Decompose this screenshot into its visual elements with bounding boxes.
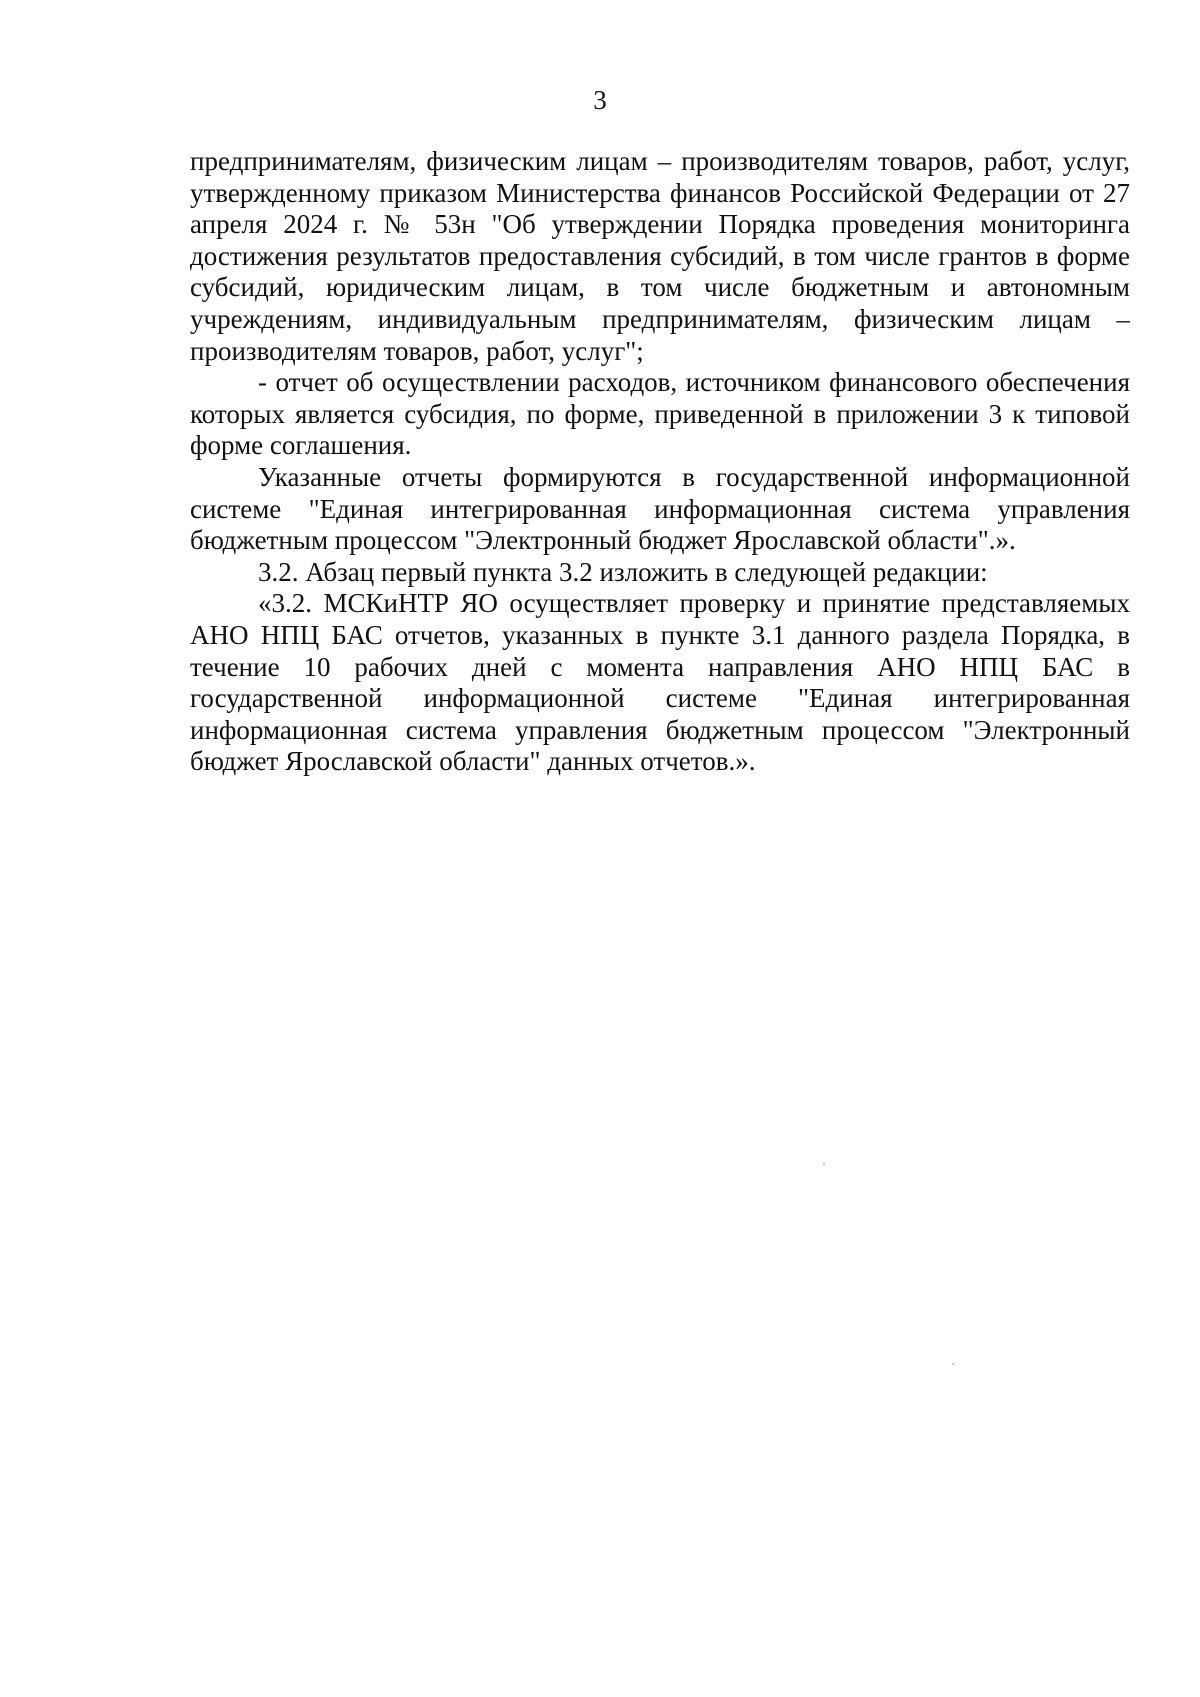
scan-artifact	[823, 1163, 825, 1165]
paragraph-continuation: предпринимателям, физическим лицам – производителям товаров, работ, услуг, утвержденному приказом Министерства финансов Российской Федерации от 27 апреля 2024 г. № 53н "Об утверждении Порядка проведения мониторинга достижения результатов предоставления субсидий, в том числе грантов в форме субсидий, юридическим лицам, в том числе бюджетным и автономным учреждениям, индивидуальным предпринимателям, физическим лицам – производителям товаров, работ, услуг";	[190, 146, 1130, 366]
paragraph-amendment-3-2: 3.2. Абзац первый пункта 3.2 изложить в следующей редакции:	[258, 556, 988, 587]
paragraph-new-wording-3-2: «3.2. МСКиНТР ЯО осуществляет проверку и принятие представляемых АНО НПЦ БАС отчетов, указанных в пункте 3.1 данного раздела Порядка, в течение 10 рабочих дней с момента направления АНО НПЦ БАС в государственной информационной системе "Единая интегрированная информационная система управления бюджетным процессом "Электронный бюджет Ярославской области" данных отчетов.».	[190, 588, 1130, 777]
paragraph-expense-report: - отчет об осуществлении расходов, источником финансового обеспечения которых является субсидия, по форме, приведенной в приложении 3 к типовой форме соглашения.	[190, 367, 1130, 461]
document-body	[190, 146, 1130, 778]
scan-artifact	[952, 1363, 954, 1365]
page-number: 3	[593, 85, 607, 115]
paragraph-reports-formation: Указанные отчеты формируются в государственной информационной системе "Единая интегрированная информационная система управления бюджетным процессом "Электронный бюджет Ярославской области".».	[190, 461, 1130, 556]
